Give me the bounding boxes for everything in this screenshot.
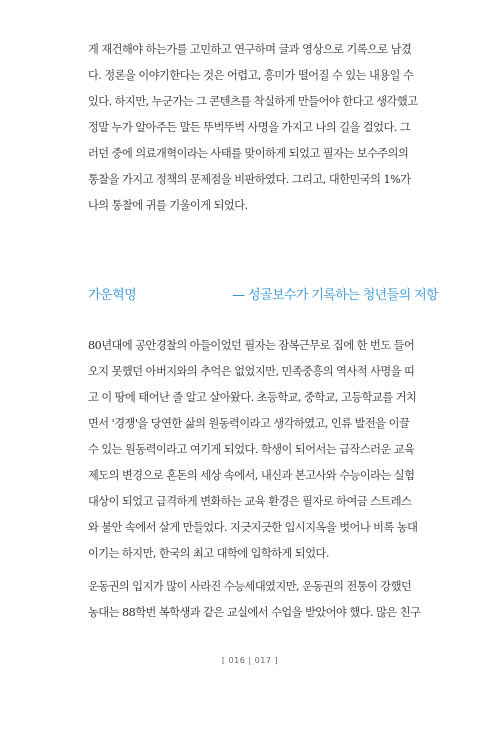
paragraph-1 (88, 37, 438, 219)
text-line: 운동권의 입지가 많이 사라진 수능세대였지만, 운동권의 전통이 강했던 (88, 580, 412, 593)
text-line: 러던 중에 의료개혁이라는 사태를 맞이하게 되었고 필자는 보수주의의 (88, 147, 409, 160)
text-line: 정말 누가 알아주든 말든 뚜벅뚜벅 사명을 가지고 나의 길을 걸었다. 그 (88, 121, 411, 134)
text-line: 대상이 되었고 급격하게 변화하는 교육 환경은 필자로 하여금 스트레스 (88, 495, 412, 508)
text-line: 80년대에 공안경찰의 아들이었던 필자는 잠복근무로 집에 한 번도 들어 (88, 339, 415, 352)
text-line: 고 이 땅에 태어난 줄 알고 살아왔다. 초등학교, 중학교, 고등학교를 거치 (88, 391, 417, 404)
page-number: [ 016 | 017 ] (221, 656, 279, 665)
text-line: 나의 통찰에 귀를 기울이게 되었다. (88, 199, 248, 212)
text-line: 있다. 하지만, 누군가는 그 콘텐츠를 착실하게 만들어야 한다고 생각했고 (88, 95, 418, 108)
section-heading (88, 284, 438, 314)
text-line: 수 있는 원동력이라고 여기게 되었다. 학생이 되어서는 급작스러운 교육 (88, 443, 415, 456)
paragraph-3 (88, 574, 438, 626)
text-line: 농대는 88학번 복학생과 같은 교실에서 수업을 받았어야 했다. 많은 친구 (88, 606, 421, 619)
text-line: 면서 '경쟁'을 당연한 삶의 원동력이라고 생각하였고, 인류 발전을 이끌 (88, 417, 410, 430)
text-line: 게 재건해야 하는가를 고민하고 연구하며 글과 영상으로 기록으로 남겼 (88, 43, 412, 56)
paragraph-2 (88, 333, 438, 567)
text-line: 통찰을 가지고 정책의 문제점을 비판하였다. 그리고, 대한민국의 1%가 (88, 173, 411, 186)
text-line: 와 불안 속에서 살게 만들었다. 지긋지긋한 입시지옥을 벗어나 비록 농대 (88, 521, 418, 534)
text-line: 다. 정론을 이야기한다는 것은 어렵고, 흥미가 떨어질 수 있는 내용일 수 (88, 69, 414, 82)
text-line: 오지 못했던 아버지와의 추억은 없었지만, 민족중흥의 역사적 사명을 띠 (88, 365, 415, 378)
text-line: 이기는 하지만, 한국의 최고 대학에 입학하게 되었다. (88, 547, 329, 560)
section-label: 가운혁명 (88, 288, 137, 303)
text-line: 제도의 변경으로 혼돈의 세상 속에서, 내신과 본고사와 수능이라는 실험 (88, 469, 415, 482)
section-subtitle: — 성골보수가 기록하는 청년들의 저항 (232, 288, 438, 303)
